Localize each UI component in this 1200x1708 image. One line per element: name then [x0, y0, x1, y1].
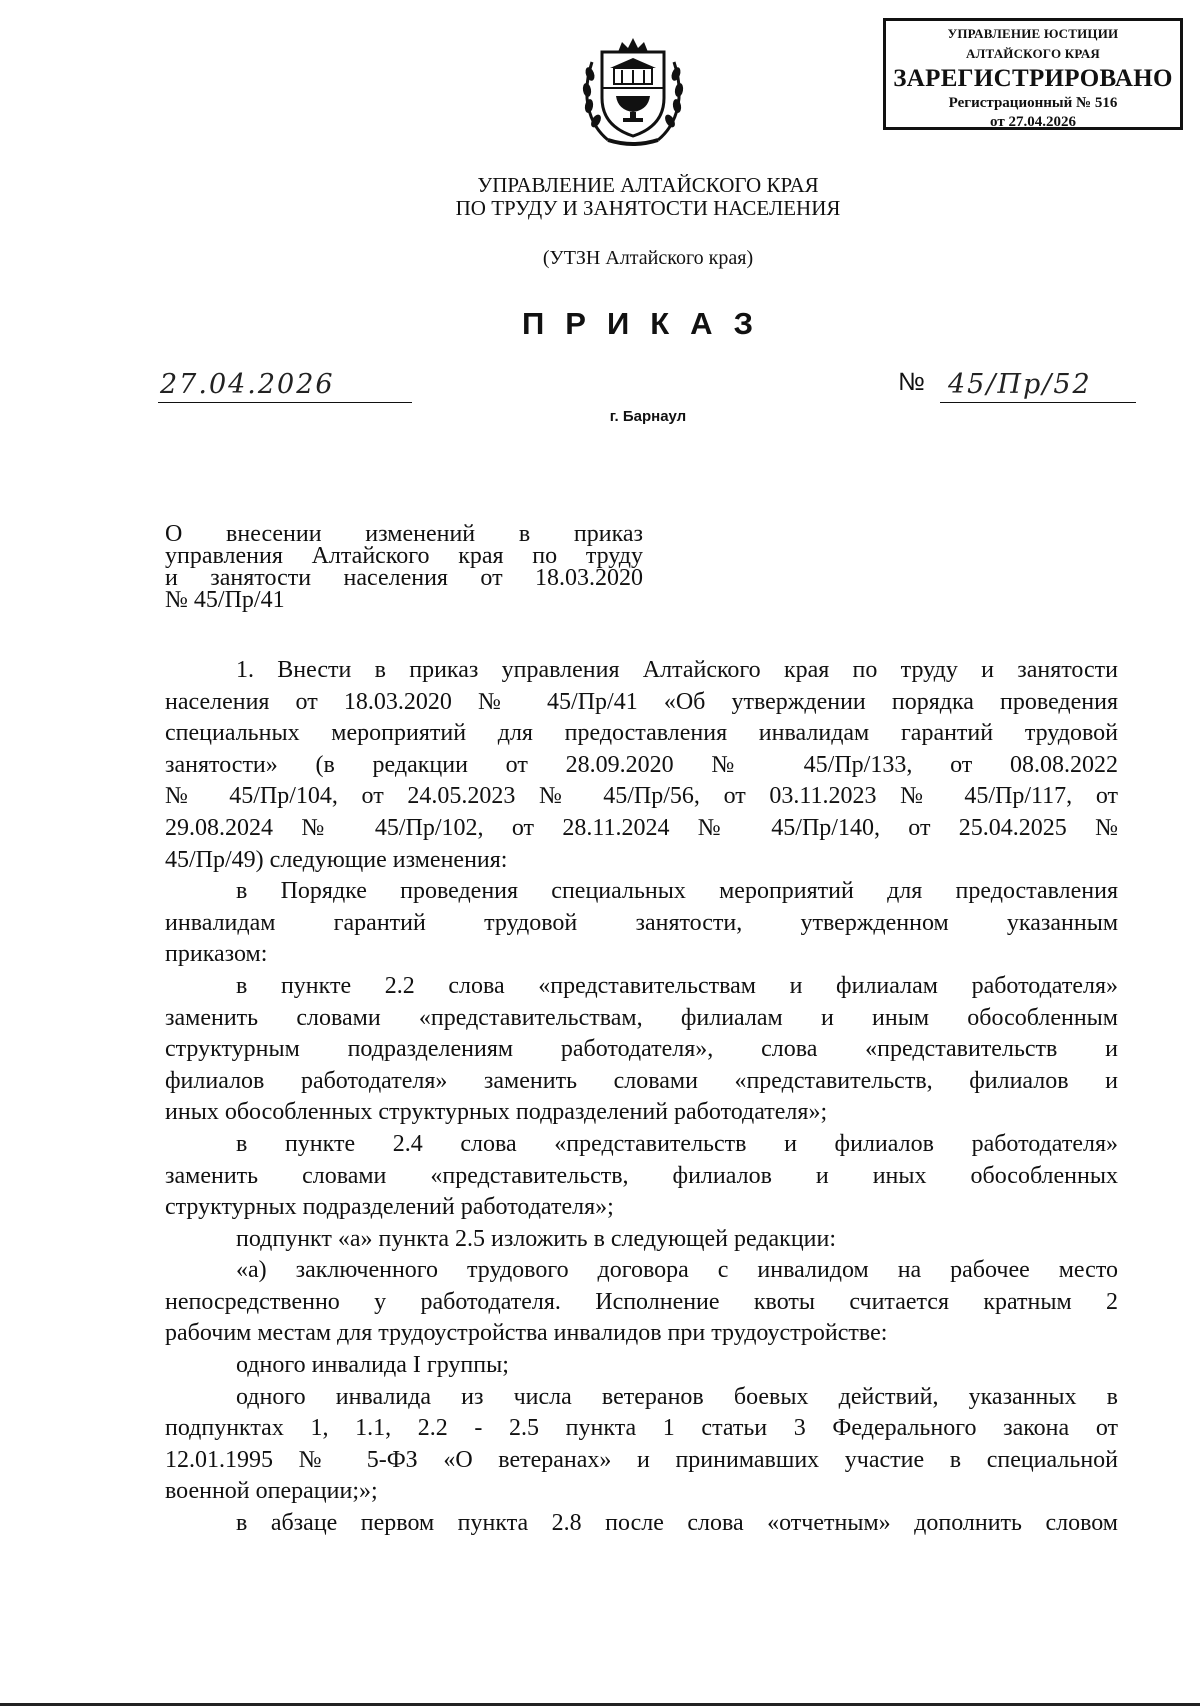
order-body — [165, 655, 1118, 1540]
body-line: в абзаце первом пункта 2.8 после слова «отчетным» дополнить словом — [236, 1510, 1118, 1537]
body-line: специальных мероприятий для предоставления инвалидам гарантий трудовой — [165, 720, 1118, 747]
body-line: 12.01.1995 № 5-ФЗ «О ветеранах» и принимавших участие в специальной — [165, 1446, 1118, 1473]
body-line: 29.08.2024 № 45/Пр/102, от 28.11.2024 № 45/Пр/140, от 25.04.2025 № — [165, 814, 1118, 841]
body-line: одного инвалида I группы; — [236, 1352, 509, 1379]
scan-edge-line — [0, 1703, 1200, 1706]
body-line: подпункт «а» пункта 2.5 изложить в следующей редакции: — [236, 1225, 837, 1252]
order-date-handwritten: 27.04.2026 — [160, 369, 335, 400]
subject-line: управления Алтайского края по труду — [165, 543, 643, 569]
body-line: структурных подразделений работодателя»; — [165, 1194, 614, 1221]
stamp-org-line1: УПРАВЛЕНИЕ ЮСТИЦИИ — [947, 26, 1119, 41]
stamp-reg-line — [886, 94, 1180, 113]
body-line: иных обособленных структурных подразделений работодателя»; — [165, 1099, 828, 1126]
body-line: в Порядке проведения специальных мероприятий для предоставления — [236, 878, 1118, 905]
body-line: рабочим местам для трудоустройства инвалидов при трудоустройстве: — [165, 1320, 888, 1347]
issuing-organization — [0, 174, 1200, 220]
body-line: населения от 18.03.2020 № 45/Пр/41 «Об утверждении порядка проведения — [165, 688, 1118, 715]
body-line: одного инвалида из числа ветеранов боевых действий, указанных в — [236, 1383, 1118, 1410]
org-short-name: (УТЗН Алтайского края) — [542, 247, 754, 269]
org-name-line2: ПО ТРУДУ И ЗАНЯТОСТИ НАСЕЛЕНИЯ — [455, 196, 841, 220]
subject-line: О внесении изменений в приказ — [165, 521, 643, 547]
subject-line: и занятости населения от 18.03.2020 — [165, 565, 643, 591]
order-subject — [165, 523, 643, 611]
altai-krai-coat-of-arms-icon — [578, 30, 688, 150]
body-line: «а) заключенного трудового договора с инвалидом на рабочее место — [236, 1257, 1118, 1284]
stamp-date-label: от — [990, 114, 1005, 130]
city: г. Барнаул — [609, 408, 687, 425]
stamp-title: ЗАРЕГИСТРИРОВАНО — [893, 65, 1173, 92]
body-line: в пункте 2.2 слова «представительствам и филиалам работодателя» — [236, 972, 1118, 999]
document-type-title: ПРИКАЗ — [522, 306, 774, 341]
order-number-field — [940, 358, 1136, 403]
stamp-date-line — [886, 113, 1180, 132]
stamp-org-line2: АЛТАЙСКОГО КРАЯ — [966, 46, 1100, 61]
body-line: приказом: — [165, 941, 268, 968]
body-line: в пункте 2.4 слова «представительств и филиалов работодателя» — [236, 1130, 1118, 1157]
order-date-field — [158, 358, 412, 403]
stamp-reg-number: 516 — [1094, 95, 1118, 111]
body-line: 45/Пр/49) следующие изменения: — [165, 846, 508, 873]
body-line: заменить словами «представительствам, филиалам и иным обособленным — [165, 1004, 1118, 1031]
body-line: подпунктах 1, 1.1, 2.2 - 2.5 пункта 1 статьи 3 Федерального закона от — [165, 1415, 1118, 1442]
body-line: непосредственно у работодателя. Исполнение квоты считается кратным 2 — [165, 1288, 1118, 1315]
body-line: военной операции;»; — [165, 1478, 378, 1505]
body-line: инвалидам гарантий трудовой занятости, утвержденном указанным — [165, 909, 1118, 936]
stamp-date: 27.04.2026 — [1008, 114, 1076, 130]
registration-stamp — [883, 18, 1183, 130]
order-number-handwritten: 45/Пр/52 — [948, 369, 1092, 400]
order-number-label: № — [898, 368, 925, 396]
body-line: занятости» (в редакции от 28.09.2020 № 45/Пр/133, от 08.08.2022 — [165, 751, 1118, 778]
body-line: заменить словами «представительств, филиалов и иных обособленных — [165, 1162, 1118, 1189]
body-line: филиалов работодателя» заменить словами «представительств, филиалов и — [165, 1067, 1118, 1094]
body-line: структурным подразделениям работодателя», слова «представительств и — [165, 1036, 1118, 1063]
body-line: 1. Внести в приказ управления Алтайского края по труду и занятости — [236, 657, 1118, 683]
org-name-line1: УПРАВЛЕНИЕ АЛТАЙСКОГО КРАЯ — [477, 173, 819, 197]
subject-line: № 45/Пр/41 — [165, 587, 285, 613]
stamp-reg-label: Регистрационный № — [948, 95, 1092, 111]
body-line: № 45/Пр/104, от 24.05.2023 № 45/Пр/56, от 03.11.2023 № 45/Пр/117, от — [165, 783, 1118, 810]
